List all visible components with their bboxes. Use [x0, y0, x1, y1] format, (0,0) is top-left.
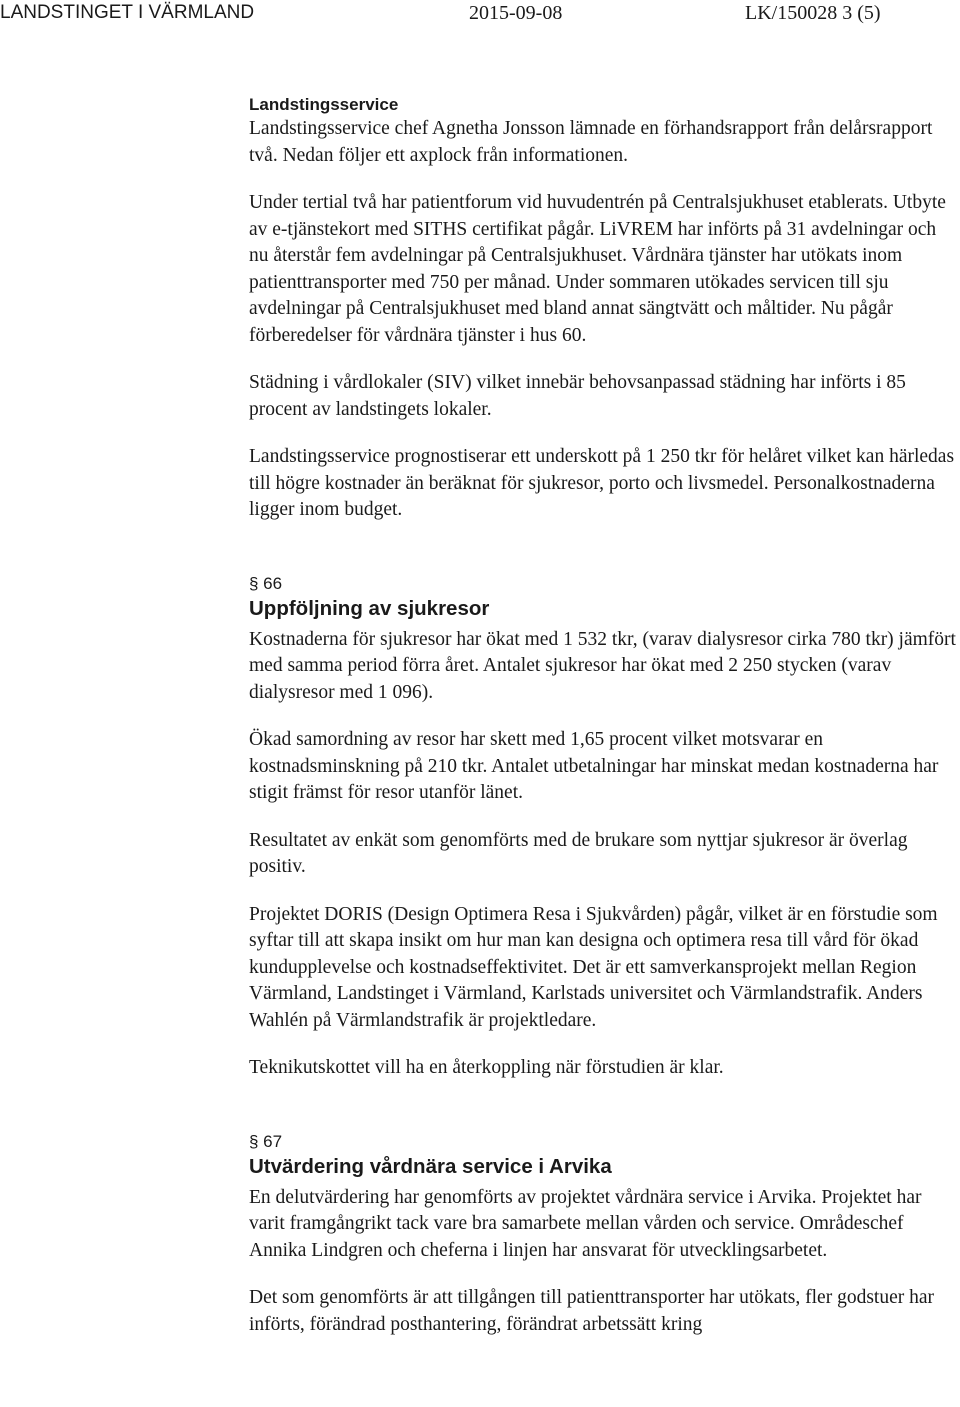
- paragraph: Landstingsservice chef Agnetha Jonsson lämnade en förhandsrapport från delårsrapport två. Nedan följer ett axplock från informationen.: [249, 118, 933, 166]
- paragraph: Under tertial två har patientforum vid huvudentrén på Centralsjukhuset etablerats. Utbyte av e-tjänstekort med SITHS certifikat pågår. LiVREM har införts på 31 avdelningar och nu återstår fem avdelningar på Centralsjukhuset. Vårdnära tjänster har utökats inom patienttransporter med 750 per månad. Under sommaren utökades servicen till sju avdelningar på Centralsjukhuset med bland annat sängtvätt och måltider. Nu pågår förberedelser för vårdnära tjänster i hus 60.: [249, 192, 946, 346]
- header-date: 2015-09-08: [469, 2, 563, 24]
- spacer: [249, 545, 959, 573]
- section-66: [249, 573, 959, 1082]
- paragraph: En delutvärdering har genomförts av projektet vårdnära service i Arvika. Projektet har varit framgångrikt tack vare bra samarbete mellan vården och service. Områdeschef Annika Lindgren och cheferna i linjen har ansvarat för utvecklingsarbetet.: [249, 1186, 922, 1261]
- paragraph: Landstingsservice prognostiserar ett underskott på 1 250 tkr för helåret vilket kan härledas till högre kostnader än beräknat för sjukresor, porto och livsmedel. Personalkostnaderna ligger inom budget.: [249, 446, 955, 520]
- section-heading: Utvärdering vårdnära service i Arvika: [249, 1154, 612, 1178]
- paragraph: Teknikutskottet vill ha en återkoppling när förstudien är klar.: [249, 1057, 724, 1078]
- section-number: § 67: [249, 1131, 283, 1151]
- document-body: [249, 94, 959, 1359]
- section-67: [249, 1131, 959, 1339]
- section-title: Landstingsservice: [249, 95, 399, 114]
- paragraph: Ökad samordning av resor har skett med 1,65 procent vilket motsvarar en kostnadsminskning på 210 tkr. Antalet utbetalningar har minskat medan kostnaderna har stigit främst för resor utanför länet.: [249, 729, 939, 803]
- paragraph: Städning i vårdlokaler (SIV) vilket innebär behovsanpassad städning har införts i 85 procent av landstingets lokaler.: [249, 372, 906, 420]
- paragraph: Resultatet av enkät som genomförts med de brukare som nyttjar sjukresor är överlag positiv.: [249, 829, 908, 877]
- section-landstingsservice: [249, 94, 959, 524]
- page-header: [0, 0, 960, 30]
- header-reference-page: LK/150028 3 (5): [745, 2, 881, 24]
- header-organization: LANDSTINGET I VÄRMLAND: [0, 2, 255, 23]
- section-number: § 66: [249, 573, 283, 593]
- spacer: [249, 1103, 959, 1131]
- paragraph: Kostnaderna för sjukresor har ökat med 1 532 tkr, (varav dialysresor cirka 780 tkr) jämfört med samma period förra året. Antalet sjukresor har ökat med 2 250 stycken (varav dialysresor med 1 096).: [249, 628, 956, 703]
- paragraph: Projektet DORIS (Design Optimera Resa i Sjukvården) pågår, vilket är en förstudie som syftar till att skapa insikt om hur man kan designa och optimera resa till vård för ökad kundupplevelse och kostnadseffektivitet. Det är ett samverkansprojekt mellan Region Värmland, Landstinget i Värmland, Karlstads universitet och Värmlandstrafik. Anders Wahlén på Värmlandstrafik är projektledare.: [249, 903, 938, 1031]
- paragraph: Det som genomförts är att tillgången till patienttransporter har utökats, fler godstuer har införts, förändrad posthantering, förändrat arbetssätt kring: [249, 1287, 935, 1335]
- section-heading: Uppföljning av sjukresor: [249, 596, 490, 620]
